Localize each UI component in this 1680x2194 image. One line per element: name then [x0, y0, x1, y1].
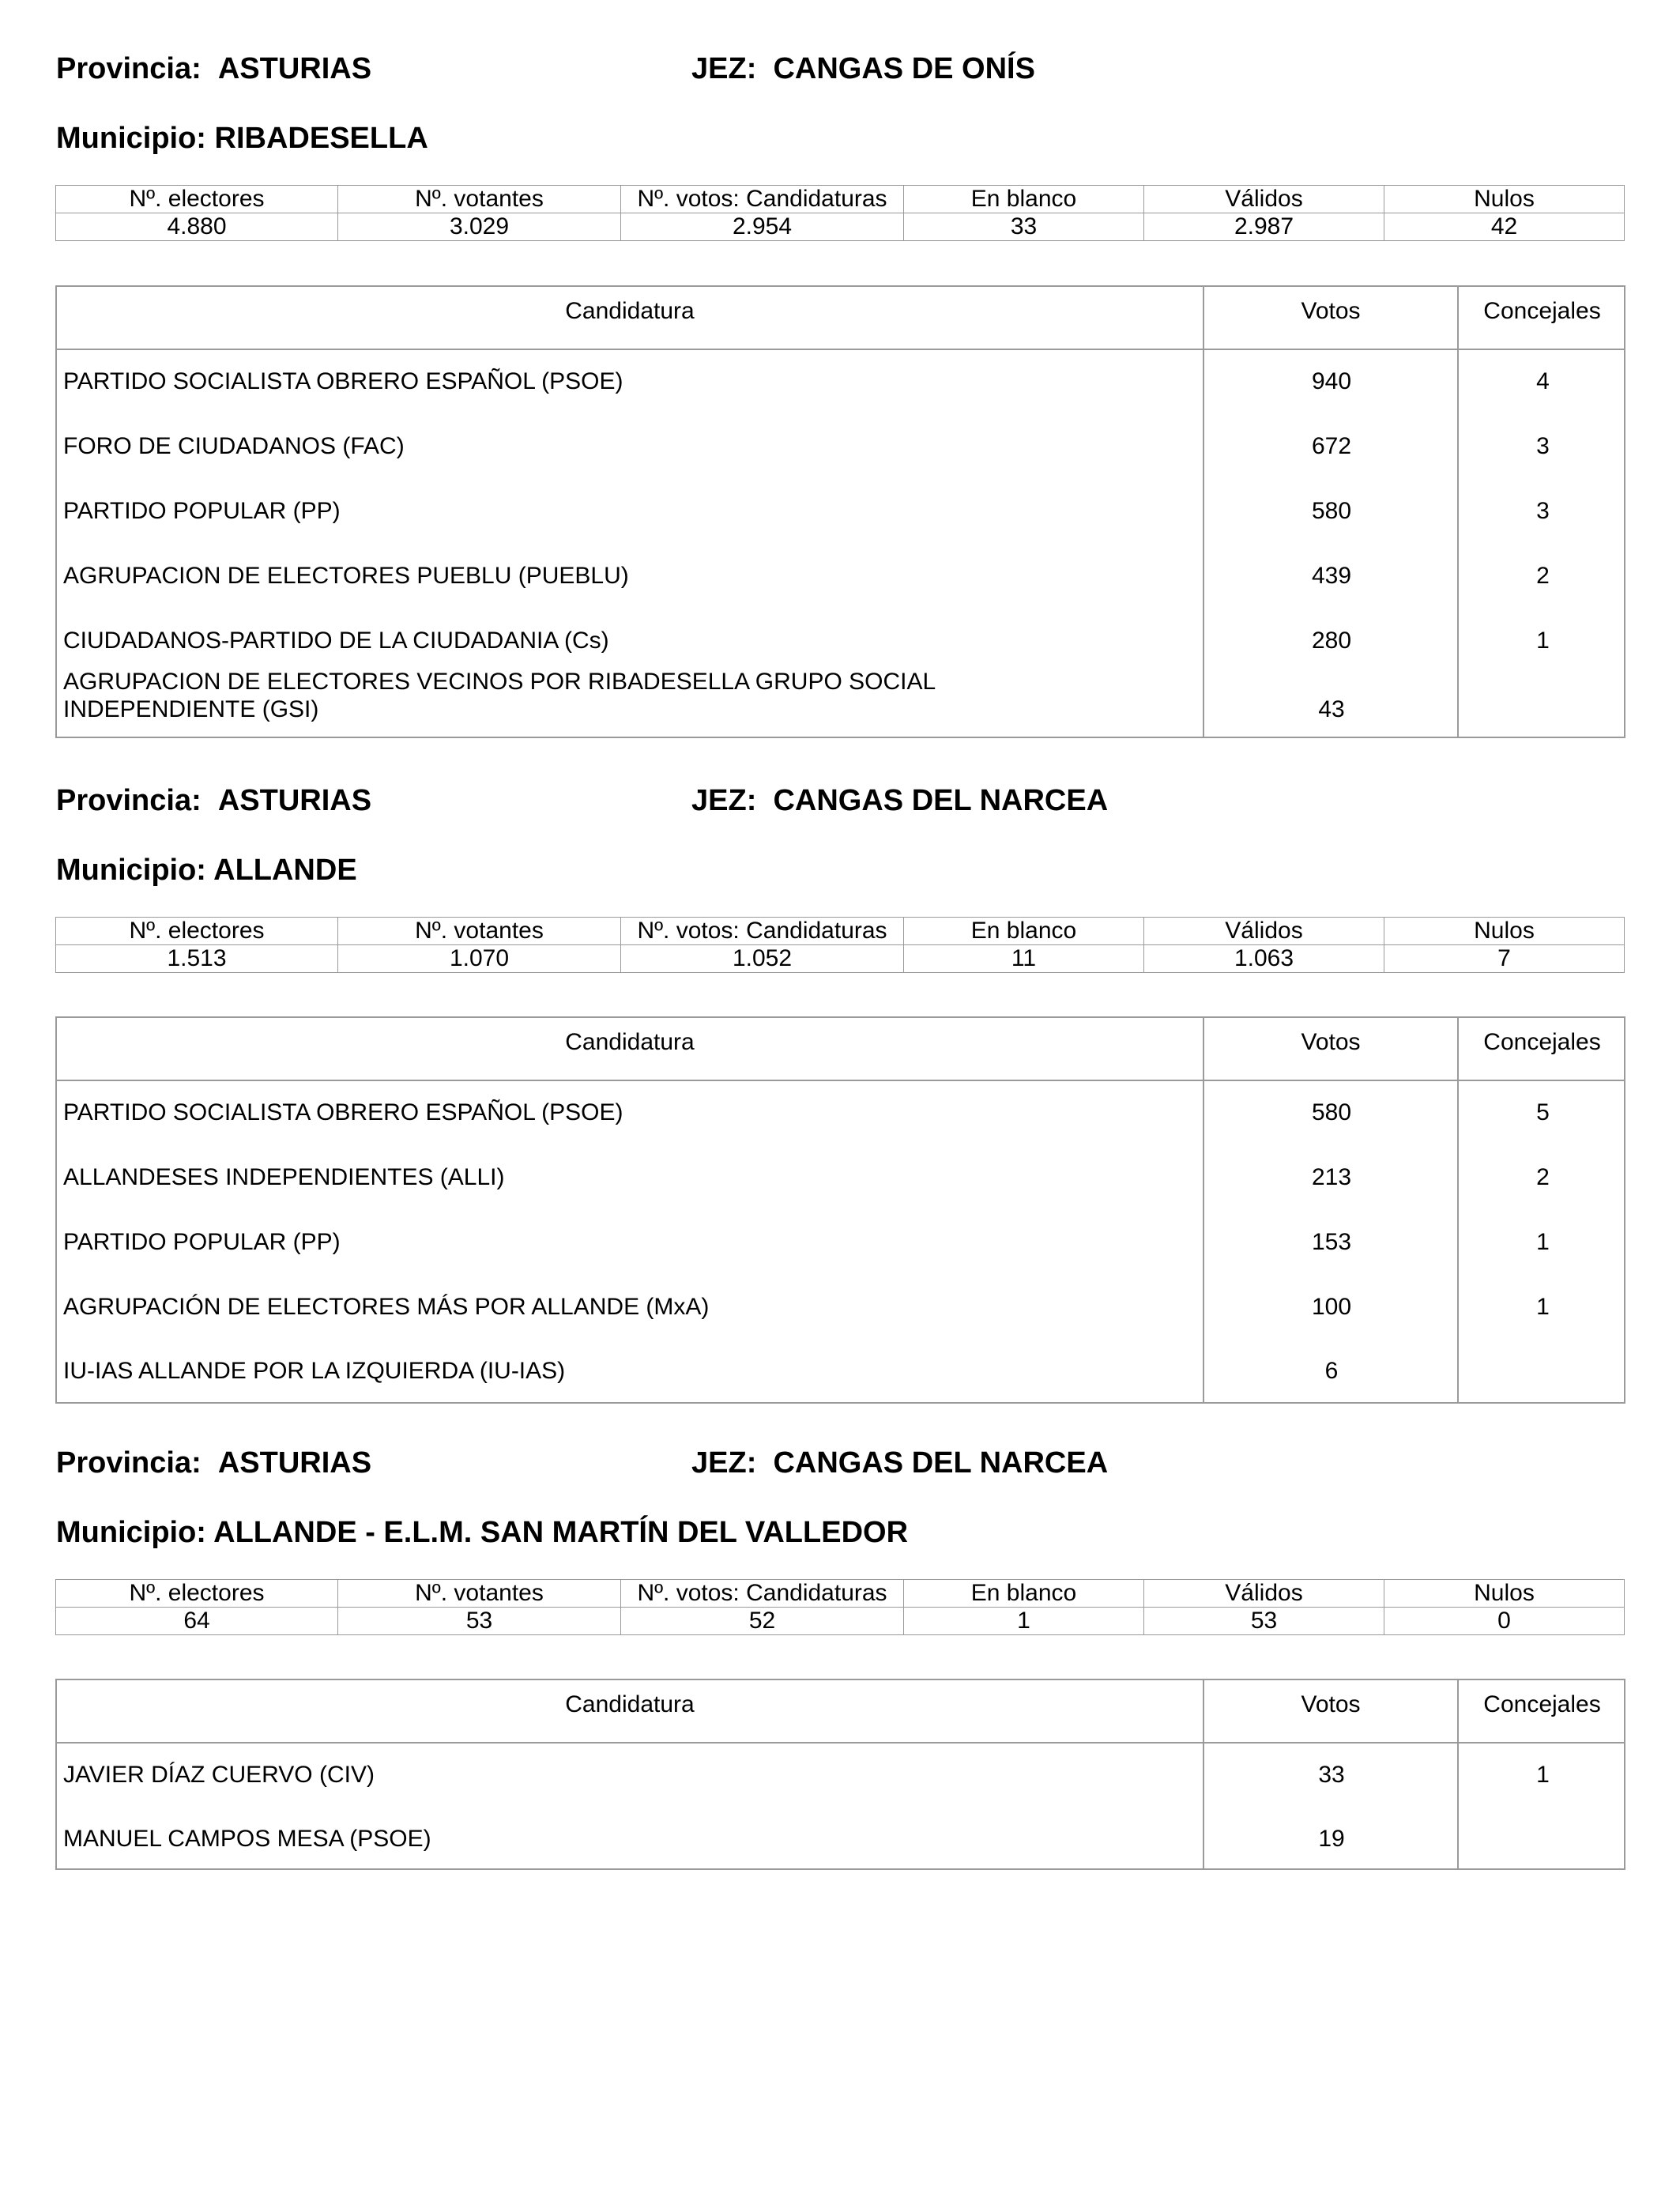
value-validos: 53	[1144, 1608, 1384, 1635]
header-votos: Votos	[1301, 1029, 1361, 1055]
provincia-label: Provincia:	[56, 1446, 202, 1480]
municipio-label: Municipio:	[56, 854, 206, 887]
municipio-value: ALLANDE	[213, 854, 357, 887]
value-en-blanco: 33	[904, 213, 1144, 241]
section-header	[0, 52, 1680, 100]
candidatura-name: MANUEL CAMPOS MESA (PSOE)	[63, 1826, 431, 1852]
summary-table	[55, 185, 1625, 241]
provincia-label: Provincia:	[56, 784, 202, 817]
candidaturas-header	[57, 1680, 1624, 1744]
header-validos: Válidos	[1144, 186, 1384, 213]
section-header	[0, 1446, 1680, 1494]
candidatura-concejales: 1	[1536, 1762, 1550, 1788]
header-en-blanco: En blanco	[904, 918, 1144, 945]
candidatura-name: IU-IAS ALLANDE POR LA IZQUIERDA (IU-IAS)	[63, 1358, 566, 1384]
value-votantes: 3.029	[338, 213, 621, 241]
header-validos: Válidos	[1144, 1580, 1384, 1608]
summary-value-row	[56, 945, 1625, 973]
summary-header-row	[56, 1580, 1625, 1608]
header-en-blanco: En blanco	[904, 1580, 1144, 1608]
summary-value-row	[56, 213, 1625, 241]
candidatura-name: AGRUPACION DE ELECTORES VECINOS POR RIBADESELLA GRUPO SOCIAL	[63, 669, 936, 695]
header-votos: Votos	[1301, 298, 1361, 324]
candidatura-votos: 100	[1311, 1294, 1352, 1320]
value-nulos: 42	[1384, 213, 1625, 241]
header-votos-candidaturas: Nº. votos: Candidaturas	[621, 186, 904, 213]
header-validos: Válidos	[1144, 918, 1384, 945]
candidatura-concejales: 1	[1536, 1294, 1550, 1320]
header-votantes: Nº. votantes	[338, 918, 621, 945]
provincia-value: ASTURIAS	[217, 52, 372, 85]
jez-line	[691, 52, 1035, 86]
value-votantes: 1.070	[338, 945, 621, 973]
candidatura-name: AGRUPACIÓN DE ELECTORES MÁS POR ALLANDE (MxA)	[63, 1294, 710, 1320]
value-nulos: 0	[1384, 1608, 1625, 1635]
candidatura-votos: 439	[1311, 563, 1352, 589]
jez-value: CANGAS DEL NARCEA	[773, 784, 1109, 817]
candidatura-name: AGRUPACION DE ELECTORES PUEBLU (PUEBLU)	[63, 563, 629, 589]
candidatura-votos: 33	[1318, 1762, 1345, 1788]
header-concejales: Concejales	[1483, 1691, 1601, 1717]
header-nulos: Nulos	[1384, 1580, 1625, 1608]
header-electores: Nº. electores	[56, 1580, 338, 1608]
municipio-value: RIBADESELLA	[214, 122, 428, 155]
header-votos-candidaturas: Nº. votos: Candidaturas	[621, 1580, 904, 1608]
candidaturas-table	[55, 1679, 1625, 1870]
summary-header-row	[56, 918, 1625, 945]
summary-table	[55, 917, 1625, 973]
header-votos: Votos	[1301, 1691, 1361, 1717]
candidatura-concejales: 1	[1536, 1229, 1550, 1255]
jez-label: JEZ:	[691, 52, 757, 85]
summary-value-row	[56, 1608, 1625, 1635]
candidatura-name: PARTIDO SOCIALISTA OBRERO ESPAÑOL (PSOE)	[63, 1099, 623, 1125]
candidatura-name: PARTIDO POPULAR (PP)	[63, 1229, 341, 1255]
value-votos-candidaturas: 1.052	[621, 945, 904, 973]
candidatura-votos: 19	[1318, 1826, 1345, 1852]
jez-line	[691, 784, 1108, 818]
value-nulos: 7	[1384, 945, 1625, 973]
candidatura-name: PARTIDO POPULAR (PP)	[63, 498, 341, 524]
summary-header-row	[56, 186, 1625, 213]
candidaturas-table	[55, 1016, 1625, 1404]
candidatura-votos: 940	[1311, 368, 1352, 394]
value-votos-candidaturas: 2.954	[621, 213, 904, 241]
value-electores: 64	[56, 1608, 338, 1635]
candidatura-concejales: 2	[1536, 1164, 1550, 1190]
candidatura-concejales: 3	[1536, 498, 1550, 524]
header-nulos: Nulos	[1384, 186, 1625, 213]
candidatura-votos: 153	[1311, 1229, 1352, 1255]
header-electores: Nº. electores	[56, 186, 338, 213]
candidaturas-header	[57, 287, 1624, 350]
candidatura-concejales: 4	[1536, 368, 1550, 394]
candidatura-name: FORO DE CIUDADANOS (FAC)	[63, 433, 405, 459]
candidatura-concejales: 2	[1536, 563, 1550, 589]
header-nulos: Nulos	[1384, 918, 1625, 945]
candidatura-votos: 580	[1311, 1099, 1352, 1125]
value-validos: 1.063	[1144, 945, 1384, 973]
municipio-value: ALLANDE - E.L.M. SAN MARTÍN DEL VALLEDOR	[213, 1516, 909, 1549]
value-en-blanco: 1	[904, 1608, 1144, 1635]
provincia-line	[56, 784, 371, 818]
candidatura-name: CIUDADANOS-PARTIDO DE LA CIUDADANIA (Cs)	[63, 628, 609, 654]
header-en-blanco: En blanco	[904, 186, 1144, 213]
jez-label: JEZ:	[691, 1446, 757, 1480]
summary-table	[55, 1579, 1625, 1635]
header-candidatura: Candidatura	[565, 1691, 695, 1717]
header-votos-candidaturas: Nº. votos: Candidaturas	[621, 918, 904, 945]
candidaturas-header	[57, 1018, 1624, 1081]
candidatura-votos: 280	[1311, 628, 1352, 654]
candidatura-votos: 6	[1324, 1358, 1339, 1384]
municipio-label: Municipio:	[56, 122, 206, 155]
candidatura-concejales: 3	[1536, 433, 1550, 459]
value-en-blanco: 11	[904, 945, 1144, 973]
candidatura-votos: 213	[1311, 1164, 1352, 1190]
candidatura-concejales: 1	[1536, 628, 1550, 654]
provincia-line	[56, 52, 371, 86]
candidatura-concejales: 5	[1536, 1099, 1550, 1125]
provincia-label: Provincia:	[56, 52, 202, 85]
value-validos: 2.987	[1144, 213, 1384, 241]
municipio-title	[56, 1516, 908, 1550]
jez-line	[691, 1446, 1108, 1480]
candidatura-votos: 580	[1311, 498, 1352, 524]
value-electores: 4.880	[56, 213, 338, 241]
candidatura-name: PARTIDO SOCIALISTA OBRERO ESPAÑOL (PSOE)	[63, 368, 623, 394]
candidatura-name-continued: INDEPENDIENTE (GSI)	[63, 696, 319, 722]
jez-value: CANGAS DE ONÍS	[773, 52, 1035, 85]
candidatura-name: JAVIER DÍAZ CUERVO (CIV)	[63, 1762, 375, 1788]
candidatura-votos: 43	[1318, 696, 1345, 722]
value-electores: 1.513	[56, 945, 338, 973]
header-votantes: Nº. votantes	[338, 1580, 621, 1608]
header-concejales: Concejales	[1483, 298, 1601, 324]
candidatura-name: ALLANDESES INDEPENDIENTES (ALLI)	[63, 1164, 505, 1190]
header-candidatura: Candidatura	[565, 1029, 695, 1055]
value-votantes: 53	[338, 1608, 621, 1635]
section-header	[0, 784, 1680, 831]
header-electores: Nº. electores	[56, 918, 338, 945]
header-votantes: Nº. votantes	[338, 186, 621, 213]
provincia-value: ASTURIAS	[217, 1446, 372, 1480]
municipio-title	[56, 122, 428, 156]
municipio-label: Municipio:	[56, 1516, 206, 1549]
candidaturas-table	[55, 285, 1625, 738]
jez-label: JEZ:	[691, 784, 757, 817]
municipio-title	[56, 854, 357, 888]
jez-value: CANGAS DEL NARCEA	[773, 1446, 1109, 1480]
value-votos-candidaturas: 52	[621, 1608, 904, 1635]
provincia-value: ASTURIAS	[217, 784, 372, 817]
header-concejales: Concejales	[1483, 1029, 1601, 1055]
candidatura-votos: 672	[1311, 433, 1352, 459]
header-candidatura: Candidatura	[565, 298, 695, 324]
provincia-line	[56, 1446, 371, 1480]
